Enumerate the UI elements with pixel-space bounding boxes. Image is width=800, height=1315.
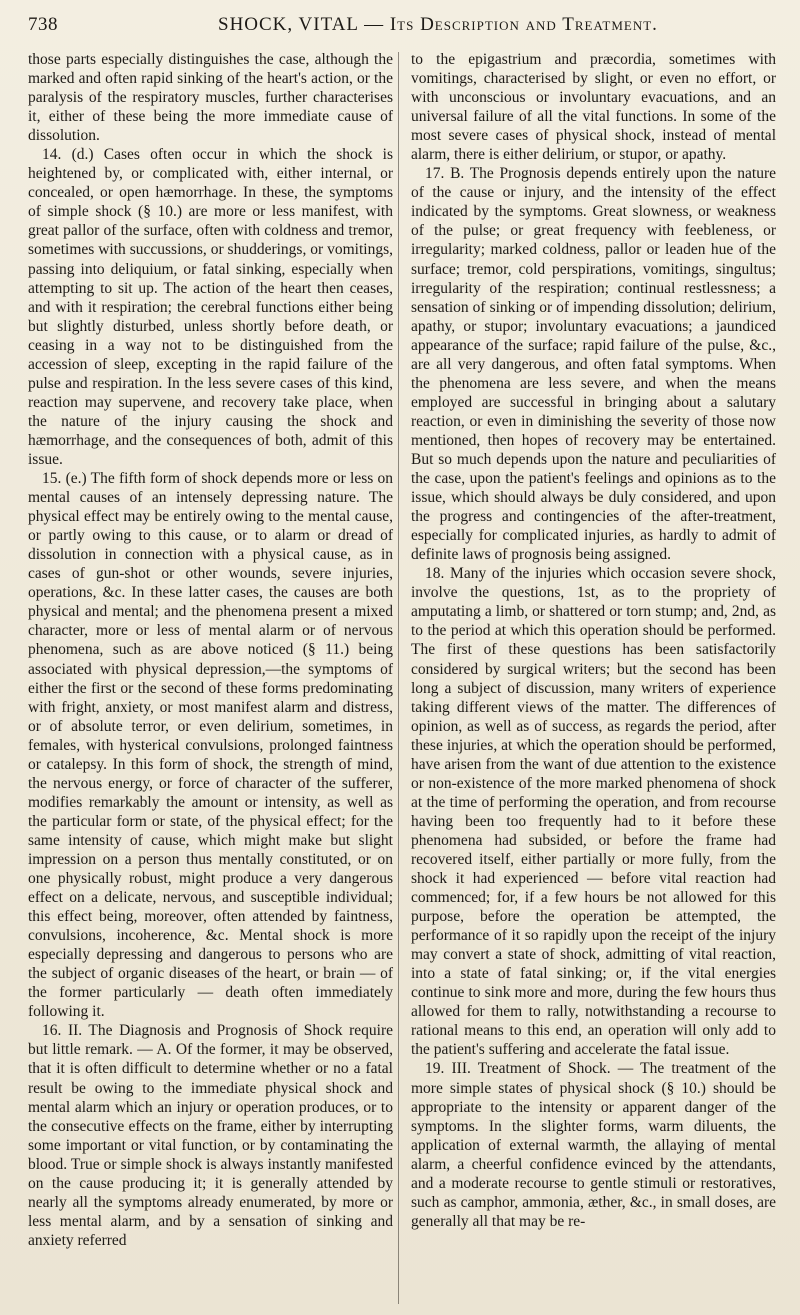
paragraph: 15. (e.) The fifth form of shock depends more or less on mental causes of an intensely depressing nature. The physical effect may be entirely owing to the mental cause, or partly owing to this cause, or to alarm or dread of dissolution in connection with a physical cause, as in cases of gun-shot or other wounds, severe injuries, operations, &c. In these latter cases, the causes are both physical and mental; and the phenomena present a mixed character, more or less of mental alarm or of nervous phenomena, such as are above noticed (§ 11.) being associated with physical depression,—the symptoms of either the first or the second of these forms predominating with fright, anxiety, or most manifest alarm and distress, or of absolute terror, or even delirium, sometimes, in females, with hysterical convulsions, prolonged faintness or catalepsy. In this form of shock, the strength of mind, the nervous energy, or force of character of the sufferer, modifies remarkably the amount or intensity, as well as the particular form or state, of the physical effect; for the same intensity of cause, which might make but slight impression on a person thus mentally constituted, or on one physically robust, might produce a very dangerous effect on a delicate, nervous, and susceptible individual; this effect being, moreover, often attended by faintness, convulsions, incoherence, &c. Mental shock is more especially depressing and dangerous to persons who are the subject of organic diseases of the heart, or brain — of the former particularly — death often immediately following it. (28, 470, 393, 1021)
paragraph: to the epigastrium and præcordia, sometimes with vomitings, characterised by slight, or even no effort, or with unconscious or involuntary evacuations, and an universal failure of all the vital functions. In some of the most severe cases of physical shock, instead of mental alarm, there is either delirium, or stupor, or apathy. (411, 51, 776, 164)
paragraph: 17. B. The Prognosis depends entirely upon the nature of the cause or injury, and the intensity of the effect indicated by the symptoms. Great slowness, or weakness of the pulse; or great frequency with feebleness, or irregularity; marked coldness, pallor or leaden hue of the surface; tremor, cold perspirations, vomitings, singultus; irregularity of the respiration; continual restlessness; a sensation of sinking or of impending dissolution; delirium, apathy, or stupor; involuntary evacuations; a jaundiced appearance of the surface; rapid failure of the pulse, &c., are all very dangerous, and often fatal symptoms. When the phenomena are less severe, and when the means employed are successful in bringing about a salutary reaction, or even in diminishing the severity of those now mentioned, then hopes of recovery may be entertained. But so much depends upon the nature and peculiarities of the case, upon the patient's feelings and opinions as to the issue, which should always be duly considered, and upon the progress and contingencies of the after-treatment, especially for complicated injuries, as hardly to admit of definite laws of prognosis being assigned. (411, 165, 776, 564)
paragraph: 18. Many of the injuries which occasion severe shock, involve the questions, 1st, as to the propriety of amputating a limb, or shattered or torn stump; and, 2nd, as to the period at which this operation should be performed. The first of these questions has been satisfactorily considered by surgical writers; but the second has been long a subject of discussion, many writers of experience taking different views of the matter. The differences of opinion, as well as of success, as regards the period, after these injuries, at which the operation should be performed, have arisen from the want of due attention to the existence or non-existence of the more marked phenomena of shock at the time of performing the operation, and from recourse having been too frequently had to it before these phenomena had subsided, or before the frame had recovered itself, either partially or more fully, from the shock it had experienced — before vital reaction had commenced; for, if a few hours be not allowed for this purpose, before the operation be attempted, the performance of it so rapidly upon the receipt of the injury may convert a state of shock, admitting of vital reaction, into a state of fatal sinking; or, if the vital energies continue to sink more and more, during the few hours thus allowed for them to rally, notwithstanding a recourse to rational means to this end, an operation will only add to the patient's suffering and accelerate the fatal issue. (411, 565, 776, 1059)
column-divider (398, 52, 399, 1304)
paragraph: those parts especially distinguishes the case, although the marked and often rapid sinking of the heart's action, or the paralysis of the respiratory muscles, further characterises it, either of these being the more immediate cause of dissolution. (28, 51, 393, 145)
right-column (411, 50, 776, 1231)
left-column (28, 50, 393, 1250)
paragraph: 14. (d.) Cases often occur in which the shock is heightened by, or complicated with, either internal, or concealed, or open hæmorrhage. In these, the symptoms of simple shock (§ 10.) are more or less manifest, with great pallor of the surface, often with coldness and tremor, sometimes with succussions, or shudderings, or vomitings, passing into deliquium, or fatal sinking, especially when attempting to sit up. The action of the heart then ceases, and with it respiration; the cerebral functions either being but slightly disturbed, unless shortly before death, or ceasing in a way not to be distinguished from the accession of sleep, excepting in the rapid failure of the pulse and respiration. In the less severe cases of this kind, reaction may supervene, and recovery take place, when the nature of the injury causing the shock and hæmorrhage, and the consequences of both, admit of this issue. (28, 146, 393, 468)
running-head: SHOCK, VITAL — Its Description and Treatment. (218, 14, 658, 35)
page-header (28, 14, 788, 36)
page-number: 738 (28, 14, 58, 35)
paragraph: 19. III. Treatment of Shock. — The treatment of the more simple states of physical shock (§ 10.) should be appropriate to the intensity or apparent danger of the symptoms. In the slighter forms, warm diluents, the application of external warmth, the allaying of mental alarm, a cheerful confidence evinced by the attendants, and a moderate recourse to gentle stimuli or restoratives, such as camphor, ammonia, æther, &c., in small doses, are generally all that may be re- (411, 1060, 776, 1230)
paragraph: 16. II. The Diagnosis and Prognosis of Shock require but little remark. — A. Of the former, it may be observed, that it is often difficult to determine whether or no a fatal result be owing to the immediate physical shock and mental alarm which an injury or operation produces, or to the consecutive effects on the frame, either by interrupting some important or vital function, or by contaminating the blood. True or simple shock is always instantly manifested on the cause producing it; it is generally attended by nearly all the symptoms already enumerated, by more or less mental alarm, and by a sensation of sinking and anxiety referred (28, 1022, 393, 1249)
